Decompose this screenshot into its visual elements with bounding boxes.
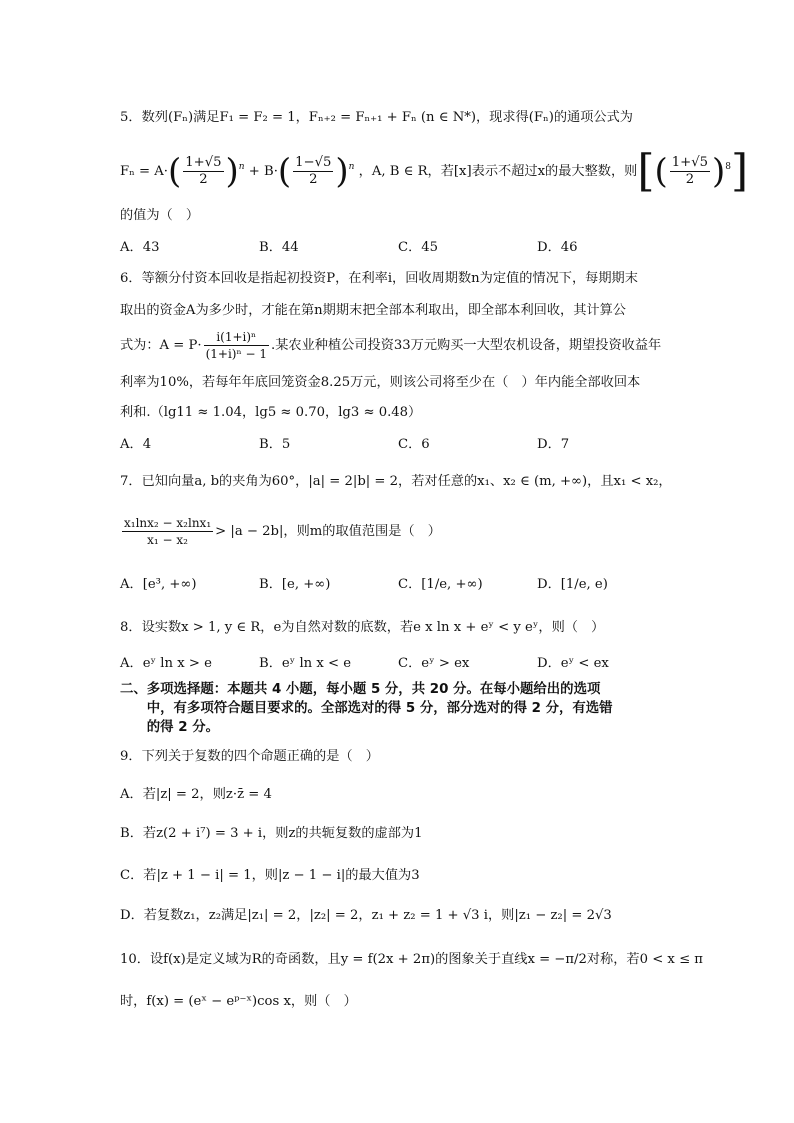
q6-line1: 6．等额分付资本回收是指起初投资P，在利率i，回收周期数n为定值的情况下，每期期末 xyxy=(120,271,638,286)
q7-option-c[interactable]: C．[1/e, +∞) xyxy=(398,577,483,592)
q5-formula-prefix: Fₙ = A· xyxy=(120,164,169,179)
q5-option-d[interactable]: D．46 xyxy=(537,240,578,255)
q5-exp1: n xyxy=(238,162,245,172)
q10-line1: 10．设f(x)是定义域为R的奇函数，且y = f(2x + 2π)的图象关于直线x = −π/2对称，若0 < x ≤ π xyxy=(120,952,703,967)
section-2-line1: 二、多项选择题：本题共 4 小题，每小题 5 分，共 20 分。在每小题给出的选项 xyxy=(120,682,601,697)
q8-line1: 8．设实数x > 1, y ∈ R，e为自然对数的底数，若e x ln x + eʸ < y eʸ，则（ ） xyxy=(120,620,605,635)
q5-exp2: n xyxy=(348,162,355,172)
q6-option-c[interactable]: C．6 xyxy=(398,437,430,452)
section-2-line3: 的得 2 分。 xyxy=(120,720,219,735)
q6-option-d[interactable]: D．7 xyxy=(537,437,570,452)
q9-option-a[interactable]: A．若|z| = 2，则z·z̄ = 4 xyxy=(120,787,272,802)
q8-option-c[interactable]: C．eʸ > ex xyxy=(398,656,470,671)
q5-frac3-den: 2 xyxy=(685,172,695,187)
q9-stem: 9．下列关于复数的四个命题正确的是（ ） xyxy=(120,749,379,764)
q5-frac1-num: 1+√5 xyxy=(185,155,222,170)
q7-line1: 7．已知向量a, b的夹角为60°，|a| = 2|b| = 2，若对任意的x₁、x₂ ∈ (m, +∞)，且x₁ < x₂， xyxy=(120,474,672,489)
section-2-line2: 中，有多项符合题目要求的。全部选对的得 5 分，部分选对的得 2 分，有选错 xyxy=(120,701,613,716)
q5-line1: 5．数列(Fₙ)满足F₁ = F₂ = 1，Fₙ₊₂ = Fₙ₊₁ + Fₙ (n ∈ N*)，现求得(Fₙ)的通项公式为 xyxy=(120,110,633,125)
q6-frac-den: (1+i)ⁿ − 1 xyxy=(205,347,267,361)
q8-option-a[interactable]: A．eʸ ln x > e xyxy=(120,656,212,671)
q5-formula-mid: + B· xyxy=(248,164,278,179)
q5-frac3-num: 1+√5 xyxy=(671,155,708,170)
q9-option-d[interactable]: D．若复数z₁，z₂满足|z₁| = 2，|z₂| = 2，z₁ + z₂ = 1 + √3 i，则|z₁ − z₂| = 2√3 xyxy=(120,908,612,923)
q7-option-b[interactable]: B．[e, +∞) xyxy=(259,577,331,592)
q6-line3-suffix: .某农业种植公司投资33万元购买一大型农机设备，期望投资收益年 xyxy=(271,338,662,353)
q10-line2: 时，f(x) = (eˣ − eᵖ⁻ˣ)cos x，则（ ） xyxy=(120,994,357,1009)
q7-line2 xyxy=(120,512,441,552)
q5-line3: 的值为（ ） xyxy=(120,208,200,223)
q6-frac-num: i(1+i)ⁿ xyxy=(204,329,269,346)
q9-option-c[interactable]: C．若|z + 1 − i| = 1，则|z − 1 − i|的最大值为3 xyxy=(120,868,420,883)
q5-frac2-den: 2 xyxy=(309,172,318,187)
q5-option-c[interactable]: C．45 xyxy=(398,240,439,255)
q6-line2: 取出的资金A为多少时，才能在第n期期末把全部本利取出，即全部本利回收，其计算公 xyxy=(120,303,626,318)
q7-frac-num: x₁lnx₂ − x₂lnx₁ xyxy=(124,516,212,530)
q7-option-a[interactable]: A．[e³, +∞) xyxy=(120,577,197,592)
q5-frac1-den: 2 xyxy=(199,172,208,187)
q7-frac-den: x₁ − x₂ xyxy=(147,533,188,547)
q7-line2-suffix: > |a − 2b|，则m的取值范围是（ ） xyxy=(215,524,441,539)
q5-option-b[interactable]: B．44 xyxy=(259,240,299,255)
q6-line3-prefix: 式为：A = P· xyxy=(120,338,202,353)
q7-option-d[interactable]: D．[1/e, e) xyxy=(537,577,608,592)
section-2-heading xyxy=(120,680,680,737)
q9-option-b[interactable]: B．若z(2 + i⁷) = 3 + i，则z的共轭复数的虚部为1 xyxy=(120,826,423,841)
q8-option-b[interactable]: B．eʸ ln x < e xyxy=(259,656,352,671)
q8-option-d[interactable]: D．eʸ < ex xyxy=(537,656,609,671)
q6-line3 xyxy=(120,326,661,366)
q5-formula-suffix: ，A, B ∈ R，若[x]表示不超过x的最大整数，则 xyxy=(358,164,638,179)
q6-option-a[interactable]: A．4 xyxy=(120,437,152,452)
q6-line4: 利率为10%，若每年年底回笼资金8.25万元，则该公司将至少在（ ）年内能全部收回本 xyxy=(120,375,641,390)
q6-option-b[interactable]: B．5 xyxy=(259,437,291,452)
q5-frac2-num: 1−√5 xyxy=(295,155,332,170)
q5-option-a[interactable]: A．43 xyxy=(120,240,160,255)
q5-formula: Fₙ = A·( $\frac{1+√5}{2}$ )$^n$ + B·( $\frac{1-√5}{2}$ )$^n$ ，A, B ∈ R，若[x]表示不超过x的最大整数，则[( $\frac{1+√5}{2}$ )$^8$] xyxy=(120,145,749,197)
q6-line5: 利和.（lg11 ≈ 1.04，lg5 ≈ 0.70，lg3 ≈ 0.48） xyxy=(120,405,422,420)
q5-exp3: 8 xyxy=(725,162,731,172)
